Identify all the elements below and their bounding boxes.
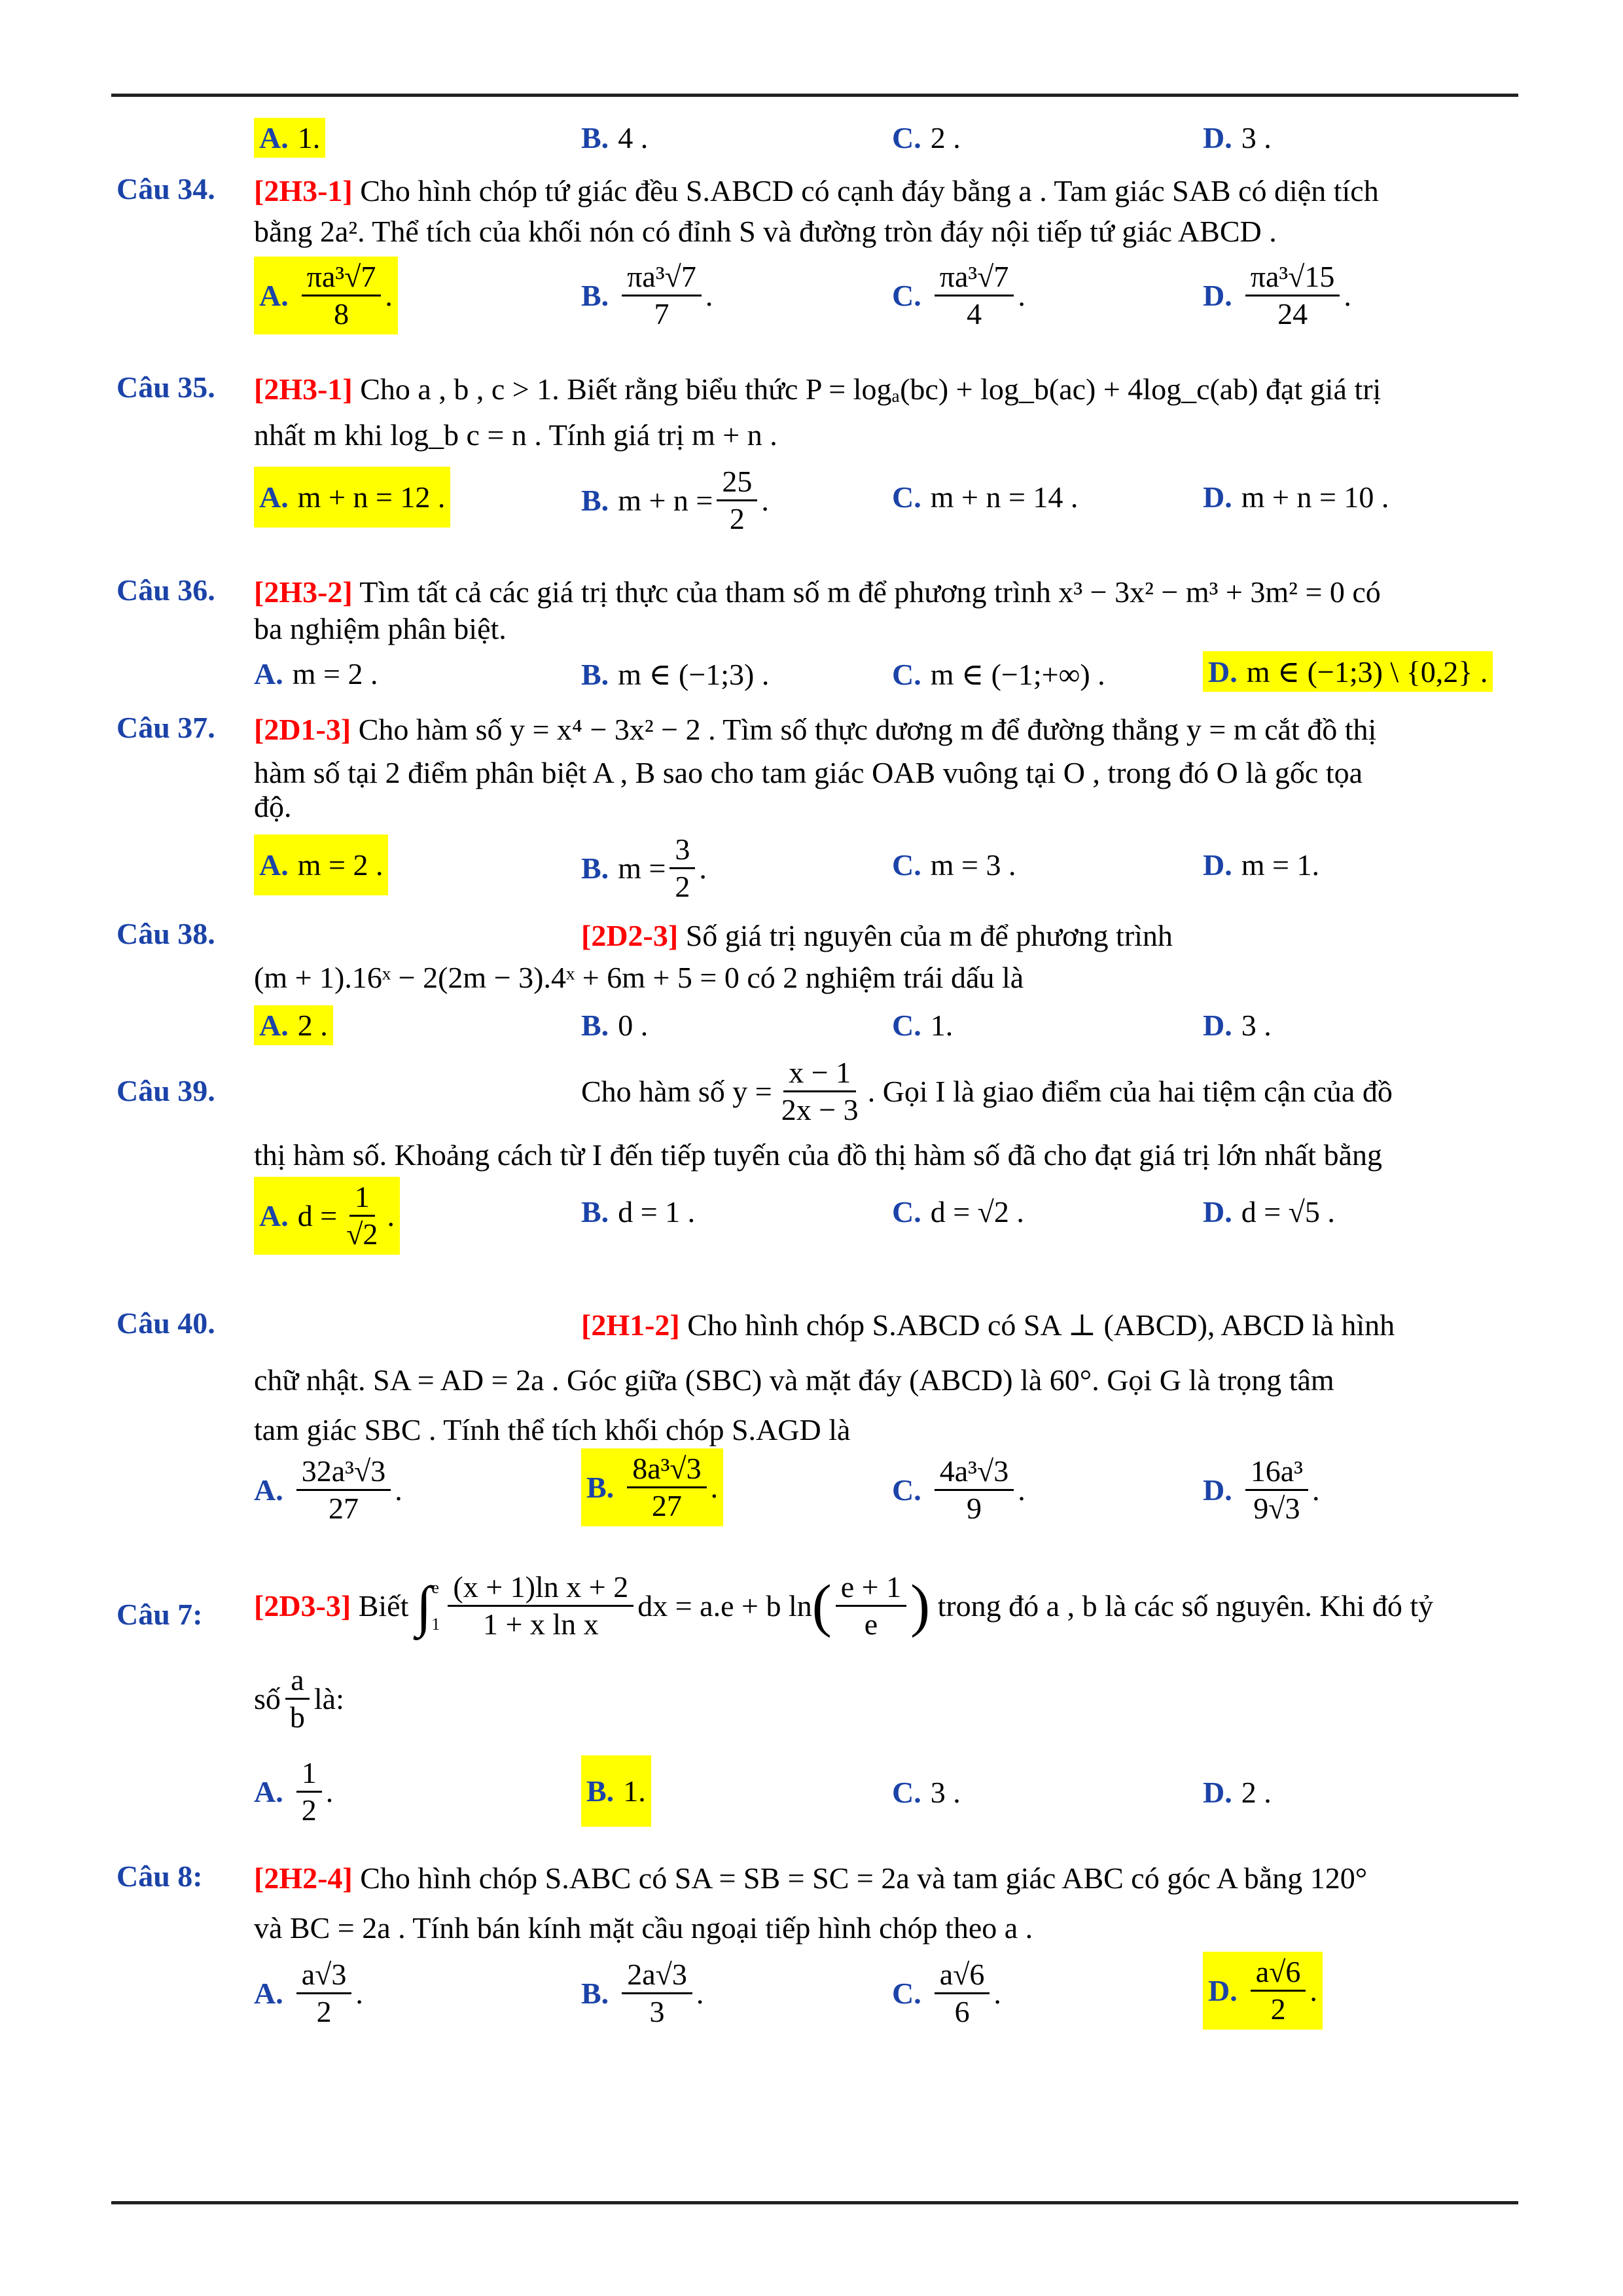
question-text-line	[254, 753, 1517, 793]
lower-limit: 1	[431, 1614, 440, 1634]
option-label: C.	[892, 1977, 921, 2010]
answer-highlight: B. $\frac{\text{8a³√3}}{27}$ .	[581, 1448, 723, 1526]
answer-highlight	[254, 1005, 333, 1045]
answer-highlight	[254, 118, 325, 158]
option-text: m + n =	[618, 484, 713, 517]
numerator: 16a³	[1245, 1454, 1308, 1491]
option-text: 2 .	[1241, 1776, 1272, 1809]
option-a	[254, 1005, 333, 1045]
fraction	[622, 259, 702, 332]
option-text: 3 .	[1241, 121, 1272, 154]
question-text-line	[254, 1361, 1517, 1400]
fraction	[448, 1570, 633, 1642]
denominator: 8	[334, 297, 349, 331]
question-text-line	[254, 416, 1517, 455]
question-number: Câu 36.	[116, 573, 215, 607]
option-label: A.	[259, 121, 289, 154]
question-number: Câu 35.	[116, 370, 215, 404]
option-label: A.	[254, 1977, 283, 2010]
option-label: B.	[581, 484, 609, 517]
fraction	[302, 259, 382, 332]
answer-highlight: D. $\frac{a√6}{2}$ .	[1203, 1952, 1323, 2030]
question-number: Câu 38.	[116, 917, 215, 950]
option-label: D.	[1203, 279, 1232, 312]
question-number: Câu 39.	[116, 1074, 215, 1107]
denominator: 1 + x ln x	[482, 1607, 599, 1641]
numerator: πa³√7	[622, 259, 702, 296]
option-label: B.	[581, 1977, 609, 2010]
option-a: A. $\frac{a√3}{2}$ .	[254, 1958, 363, 2028]
option-a	[254, 467, 450, 528]
question-text-line	[254, 787, 1517, 827]
option-a	[254, 1177, 400, 1255]
option-label: D.	[1203, 1776, 1232, 1809]
question-text: Cho hình chóp tứ giác đều S.ABCD có cạnh đáy bằng a . Tam giác SAB có diện tích	[360, 174, 1379, 207]
question-text-line	[254, 212, 1517, 251]
numerator: a	[285, 1662, 309, 1700]
question-tag: [2H3-1]	[254, 372, 353, 406]
fraction	[935, 259, 1014, 332]
option-label: D.	[1203, 1195, 1232, 1229]
fraction	[1251, 1954, 1306, 2027]
question-text-line	[581, 1306, 1517, 1345]
option-text: m + n = 14 .	[930, 480, 1079, 514]
question-text: trong đó a , b là các số nguyên. Khi đó tỷ	[937, 1588, 1434, 1623]
upper-limit: e	[431, 1577, 439, 1597]
option-label: B.	[581, 852, 609, 885]
fraction	[341, 1179, 383, 1252]
option-c: C. $\frac{a√6}{6}$ .	[892, 1958, 1001, 2028]
question-text: Cho a , b , c > 1. Biết rằng biểu thức P = logₐ(bc) + log_b(ac) + 4log_c(ab) đạt giá trị	[360, 372, 1382, 406]
option-text: 2 .	[297, 1009, 328, 1042]
denominator: e	[864, 1607, 878, 1641]
numerator: (x + 1)ln x + 2	[448, 1570, 633, 1607]
question-tag: [2H1-2]	[581, 1308, 680, 1342]
option-label: A.	[259, 480, 289, 514]
fraction	[622, 1957, 692, 2030]
option-c	[892, 120, 961, 155]
numerator: a√6	[1251, 1954, 1306, 1992]
denominator: 9	[966, 1492, 982, 1525]
option-label: C.	[892, 1009, 921, 1042]
question-text: số	[254, 1681, 281, 1715]
bottom-rule	[111, 2201, 1518, 2204]
numerator: 4a³√3	[935, 1454, 1014, 1491]
question-text-line	[254, 573, 1517, 612]
question-tag: [2H2-4]	[254, 1861, 353, 1895]
question-text: thị hàm số. Khoảng cách từ I đến tiếp tuyến của đồ thị hàm số đã cho đạt giá trị lớn nhất bằng	[254, 1138, 1382, 1172]
option-b	[581, 1194, 695, 1229]
question-tag: [2D1-3]	[254, 713, 351, 746]
option-a: A. $\frac{1}{2}$ .	[254, 1756, 334, 1827]
option-b: B. $\frac{\text{πa³√7}}{7}$ .	[581, 260, 713, 331]
denominator: 2	[729, 502, 745, 535]
question-text: hàm số tại 2 điểm phân biệt A , B sao cho tam giác OAB vuông tại O , trong đó O là gốc tọa	[254, 756, 1363, 789]
option-label: C.	[892, 1776, 921, 1809]
denominator: 2	[301, 1793, 317, 1827]
option-b	[581, 1755, 651, 1827]
answer-highlight	[254, 467, 450, 528]
option-text: 1.	[297, 121, 321, 154]
option-d	[1203, 480, 1389, 514]
question-text-line	[254, 710, 1517, 749]
option-b	[581, 120, 648, 155]
option-text: m = 2 .	[292, 657, 378, 691]
option-text: 4 .	[618, 121, 649, 154]
option-c	[892, 1775, 961, 1810]
numerator: 1	[296, 1755, 322, 1793]
question-text: độ.	[254, 790, 292, 823]
question-number: Câu 34.	[116, 172, 215, 206]
fraction	[935, 1957, 990, 2030]
question-tag: [2D2-3]	[581, 919, 679, 952]
option-text: 3 .	[1241, 1009, 1272, 1042]
option-text: d = √5 .	[1241, 1195, 1335, 1229]
option-b	[581, 1448, 723, 1526]
denominator: 24	[1277, 297, 1308, 331]
question-text: dx = a.e + b ln	[637, 1588, 812, 1623]
option-b: B. m + n = $\frac{25}{2}$ .	[581, 465, 769, 535]
option-b	[581, 656, 769, 692]
option-label: B.	[581, 1009, 609, 1042]
option-text: m = 1.	[1241, 848, 1319, 882]
option-text: m ∈ (−1;3) \ {0,2} .	[1246, 655, 1488, 689]
option-text: 2 .	[930, 121, 961, 154]
denominator: 6	[954, 1995, 970, 2028]
option-a	[254, 834, 388, 895]
option-c: C. $\frac{\text{πa³√7}}{4}$ .	[892, 260, 1026, 331]
fraction	[285, 1662, 310, 1735]
option-label: A.	[254, 657, 283, 691]
option-text: m + n = 12 .	[297, 480, 446, 514]
paren-close: )	[910, 1573, 931, 1638]
integral-limits	[431, 1570, 440, 1642]
question-text: . Gọi I là giao điểm của hai tiệm cận của đồ	[867, 1074, 1393, 1108]
numerator: 32a³√3	[296, 1454, 391, 1491]
fraction	[776, 1055, 864, 1128]
denominator: 2	[675, 870, 690, 903]
denominator: 2x − 3	[781, 1093, 859, 1126]
question-text: Tìm tất cả các giá trị thực của tham số m để phương trình x³ − 3x² − m³ + 3m² = 0 có	[359, 575, 1381, 609]
option-text: d = 1 .	[618, 1195, 696, 1229]
numerator: e + 1	[836, 1570, 906, 1607]
denominator: 27	[328, 1492, 359, 1525]
question-text: Cho hình chóp S.ABC có SA = SB = SC = 2a và tam giác ABC có góc A bằng 120°	[360, 1861, 1368, 1895]
option-a: A. $\frac{\text{32a³√3}}{27}$ .	[254, 1454, 402, 1525]
option-label: A.	[259, 1199, 289, 1232]
option-label: B.	[581, 1195, 609, 1229]
numerator: 25	[717, 464, 757, 501]
question-text-line	[254, 1410, 1517, 1450]
option-label: C.	[892, 121, 921, 154]
option-text: m = 3 .	[930, 848, 1016, 882]
option-label: D.	[1203, 1009, 1232, 1042]
denominator: 2	[1270, 1992, 1286, 2026]
option-text: m + n = 10 .	[1241, 480, 1389, 514]
fraction	[717, 464, 757, 537]
option-c	[892, 1008, 953, 1043]
option-text: m = 2 .	[297, 848, 383, 882]
question-text: và BC = 2a . Tính bán kính mặt cầu ngoại tiếp hình chóp theo a .	[254, 1911, 1033, 1945]
option-label: D.	[1203, 480, 1232, 514]
answer-highlight: A. d = $\frac{1}{√2}$ .	[254, 1177, 400, 1255]
integral-sign: ∫	[416, 1574, 432, 1638]
option-label: A.	[254, 1473, 283, 1507]
option-d	[1203, 848, 1319, 882]
denominator: 27	[651, 1489, 682, 1522]
numerator: πa³√7	[302, 259, 382, 296]
answer-highlight	[581, 1755, 651, 1827]
option-b: B. $\frac{2a√3}{3}$ .	[581, 1958, 704, 2028]
option-text: 0 .	[618, 1009, 649, 1042]
option-label: D.	[1203, 1473, 1232, 1507]
option-label: A.	[259, 279, 289, 312]
denominator: √2	[346, 1217, 378, 1251]
numerator: πa³√15	[1245, 259, 1340, 296]
option-d	[1203, 651, 1493, 692]
fraction	[935, 1454, 1014, 1526]
question-text: nhất m khi log_b c = n . Tính giá trị m + n .	[254, 418, 777, 452]
question-text: tam giác SBC . Tính thể tích khối chóp S.AGD là	[254, 1413, 851, 1446]
fraction	[296, 1454, 391, 1526]
denominator: b	[289, 1700, 305, 1734]
question-text-line	[254, 1570, 1517, 1642]
option-text: m ∈ (−1;3) .	[618, 658, 770, 691]
fraction	[1245, 259, 1340, 332]
numerator: πa³√7	[935, 259, 1014, 296]
option-c	[892, 1194, 1024, 1229]
option-a	[254, 257, 398, 334]
option-label: B.	[581, 279, 609, 312]
option-label: D.	[1208, 1974, 1238, 2007]
question-text: Cho hàm số y =	[581, 1074, 772, 1108]
option-a	[254, 118, 325, 158]
question-text-line	[254, 609, 1517, 649]
option-label: A.	[259, 848, 289, 882]
option-label: C.	[892, 279, 921, 312]
denominator: 4	[967, 297, 982, 331]
question-text: là:	[313, 1681, 344, 1715]
option-label: D.	[1203, 121, 1232, 154]
question-text: Cho hàm số y = x⁴ − 3x² − 2 . Tìm số thực dương m để đường thẳng y = m cắt đồ thị	[358, 713, 1377, 746]
question-tag: [2D3-3]	[254, 1588, 351, 1623]
numerator: a√3	[296, 1957, 352, 1994]
option-d	[1203, 120, 1272, 155]
option-b	[581, 1008, 648, 1043]
denominator: 7	[654, 297, 669, 331]
numerator: a√6	[935, 1957, 990, 1994]
denominator: 9√3	[1253, 1492, 1300, 1525]
question-text-line	[581, 1055, 1517, 1128]
denominator: 2	[316, 1995, 332, 2028]
question-number: Câu 40.	[116, 1306, 215, 1340]
question-text-line	[581, 916, 1517, 956]
option-text: 3 .	[930, 1776, 961, 1809]
option-label: C.	[892, 657, 921, 691]
option-label: D.	[1208, 655, 1238, 689]
question-text-line	[254, 1909, 1517, 1948]
option-text: d = √2 .	[930, 1195, 1024, 1229]
fraction	[669, 832, 695, 905]
option-d	[1203, 1775, 1272, 1810]
option-label: B.	[581, 657, 609, 691]
fraction	[1245, 1454, 1308, 1526]
question-text: Cho hình chóp S.ABCD có SA ⊥ (ABCD), ABCD là hình	[687, 1308, 1395, 1342]
question-number: Câu 7:	[116, 1598, 203, 1631]
answer-highlight: A. $\frac{\text{πa³√7}}{8}$ .	[254, 257, 398, 334]
option-d	[1203, 1194, 1335, 1229]
option-text: m ∈ (−1;+∞) .	[930, 658, 1105, 691]
option-label: C.	[892, 1195, 921, 1229]
option-d	[1203, 1008, 1272, 1043]
fraction	[627, 1451, 706, 1524]
option-text: 1.	[623, 1774, 646, 1808]
option-text: 1.	[930, 1009, 954, 1042]
option-b: B. m = $\frac{3}{2}$ .	[581, 833, 707, 903]
option-label: D.	[1203, 848, 1232, 882]
option-c	[892, 848, 1016, 882]
question-tag: [2H3-1]	[254, 174, 353, 207]
option-label: C.	[892, 480, 921, 514]
question-text: bằng 2a². Thể tích của khối nón có đỉnh S và đường tròn đáy nội tiếp tứ giác ABCD .	[254, 215, 1277, 248]
question-text: Số giá trị nguyên của m để phương trình	[685, 919, 1173, 952]
question-text-line	[254, 958, 1517, 997]
numerator: 8a³√3	[627, 1451, 706, 1488]
option-label: C.	[892, 1473, 921, 1507]
paren-open: (	[812, 1573, 832, 1638]
question-tag: [2H3-2]	[254, 575, 353, 609]
question-text-line	[254, 370, 1517, 409]
numerator: 1	[349, 1179, 375, 1217]
option-a	[254, 656, 378, 691]
question-number: Câu 8:	[116, 1859, 203, 1893]
option-label: B.	[581, 121, 609, 154]
option-d: D. $\frac{\text{16a³}}{9√3}$ .	[1203, 1454, 1320, 1525]
question-text: (m + 1).16ˣ − 2(2m − 3).4ˣ + 6m + 5 = 0 có 2 nghiệm trái dấu là	[254, 961, 1024, 994]
answer-highlight	[1203, 651, 1493, 692]
option-d	[1203, 1952, 1323, 2030]
numerator: 2a√3	[622, 1957, 692, 1994]
option-text: m =	[618, 852, 666, 885]
answer-highlight	[254, 834, 388, 895]
option-label: C.	[892, 848, 921, 882]
question-text: chữ nhật. SA = AD = 2a . Góc giữa (SBC) và mặt đáy (ABCD) là 60°. Gọi G là trọng tâm	[254, 1363, 1334, 1397]
option-text: d =	[297, 1199, 338, 1232]
option-label: B.	[586, 1471, 615, 1504]
option-c	[892, 480, 1078, 514]
fraction	[836, 1570, 906, 1642]
fraction	[296, 1957, 352, 2030]
fraction	[296, 1755, 322, 1828]
question-text: ba nghiệm phân biệt.	[254, 612, 507, 645]
option-label: A.	[259, 1009, 289, 1042]
question-text: Biết	[358, 1588, 409, 1623]
question-text-line	[254, 1662, 1517, 1735]
numerator: x − 1	[783, 1055, 856, 1092]
option-c: C. $\frac{\text{4a³√3}}{9}$ .	[892, 1454, 1026, 1525]
question-text-line	[254, 1859, 1517, 1898]
option-c	[892, 656, 1105, 692]
question-text-line	[254, 171, 1517, 211]
question-number: Câu 37.	[116, 711, 215, 744]
denominator: 3	[649, 1995, 665, 2028]
top-rule	[111, 94, 1518, 97]
option-label: B.	[586, 1774, 615, 1808]
question-text-line	[254, 1136, 1517, 1175]
option-d: D. $\frac{\text{πa³√15}}{24}$ .	[1203, 260, 1351, 331]
option-label: A.	[254, 1775, 283, 1808]
numerator: 3	[669, 832, 695, 869]
